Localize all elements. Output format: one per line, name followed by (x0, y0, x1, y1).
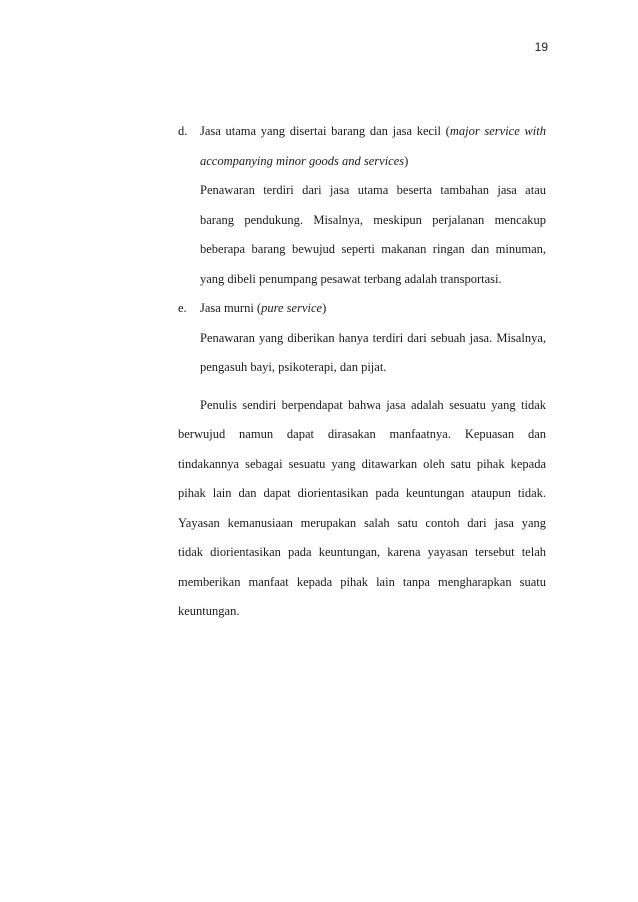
text-run: Penawaran terdiri dari jasa utama beserta tambahan jasa atau (200, 183, 546, 197)
paragraph-line: tidak diorientasikan pada keuntungan, karena yayasan tersebut telah (178, 545, 546, 559)
text-run: ) (322, 301, 327, 315)
text-run: yang dibeli penumpang pesawat terbang adalah transportasi. (200, 271, 502, 286)
paragraph-line: Yayasan kemanusiaan merupakan salah satu contoh dari jasa yang (178, 515, 546, 530)
service-type-list (178, 117, 546, 383)
text-run: ) (404, 153, 409, 168)
paragraph-line: tindakannya sebagai sesuatu yang ditawarkan oleh satu pihak kepada (178, 456, 546, 471)
text-line (178, 294, 546, 324)
conclusion-paragraph (178, 391, 546, 627)
italic-term: major service with (449, 124, 546, 138)
paragraph-line: memberikan manfaat kepada pihak lain tanpa mengharapkan suatu (178, 574, 546, 589)
text-line (178, 147, 546, 177)
text-run: Penawaran yang diberikan hanya terdiri dari sebuah jasa. Misalnya, (200, 330, 546, 345)
text-line (178, 176, 546, 206)
page-number: 19 (534, 40, 548, 54)
list-marker: d. (178, 124, 188, 138)
text-run: Jasa murni ( (200, 301, 262, 315)
italic-term: pure service (261, 301, 323, 315)
paragraph-line: berwujud namun dapat dirasakan manfaatnya. Kepuasan dan (178, 427, 546, 441)
text-run: beberapa barang bewujud seperti makanan ringan dan minuman, (200, 242, 546, 256)
page-body (178, 117, 546, 627)
list-item (178, 117, 546, 294)
paragraph-line: keuntungan. (178, 604, 240, 618)
text-line (178, 235, 546, 265)
spacer (178, 383, 546, 391)
text-line (178, 206, 546, 236)
text-line (178, 117, 546, 147)
text-run: barang pendukung. Misalnya, meskipun perjalanan mencakup (200, 212, 546, 227)
text-line (178, 265, 546, 295)
list-item (178, 294, 546, 383)
italic-term: accompanying minor goods and services (200, 153, 405, 168)
text-line (178, 353, 546, 383)
paragraph-line: Penulis sendiri berpendapat bahwa jasa adalah sesuatu yang tidak (200, 397, 546, 412)
text-run: Jasa utama yang disertai barang dan jasa kecil ( (200, 124, 450, 138)
text-run: pengasuh bayi, psikoterapi, dan pijat. (200, 360, 387, 374)
paragraph-line: pihak lain dan dapat diorientasikan pada keuntungan ataupun tidak. (178, 486, 546, 500)
list-marker: e. (178, 301, 187, 315)
text-line (178, 324, 546, 354)
